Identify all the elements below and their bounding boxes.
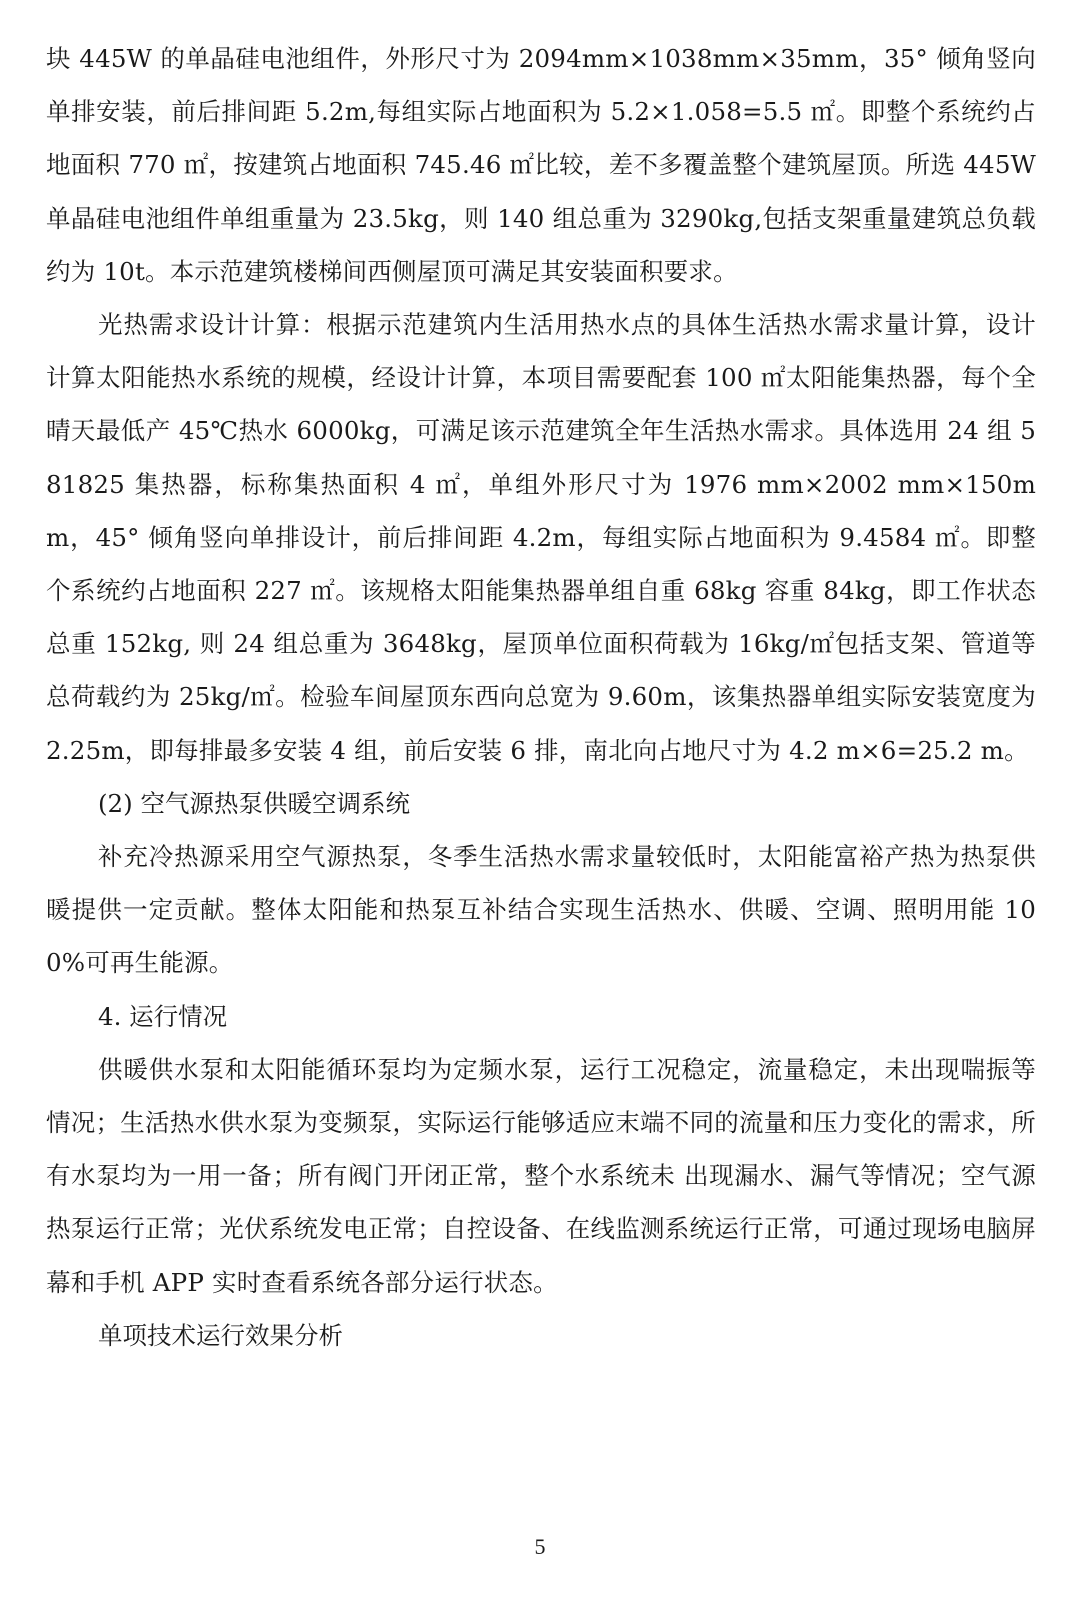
section-heading-air-source-heat-pump: (2) 空气源热泵供暖空调系统 — [98, 788, 410, 818]
paragraph-pv-installation: 块 445W 的单晶硅电池组件，外形尺寸为 2094mm×1038mm×35mm，35° 倾角竖向单排安装，前后排间距 5.2m,每组实际占地面积为 5.2×1.058=5.5 ㎡。即整个系统约占地面积 770 ㎡，按建筑占地面积 745.46 ㎡比较，差不多覆盖整个建筑屋顶。所选 445W 单晶硅电池组件单组重量为 23.5kg，则 140 组总重为 3290kg,包括支架重量建筑总负载约为 10t。本示范建筑楼梯间西侧屋顶可满足其安装面积要求。 — [46, 44, 1036, 286]
document-body — [46, 32, 1036, 1362]
paragraph-operation-status: 供暖供水泵和太阳能循环泵均为定频水泵，运行工况稳定，流量稳定，未出现喘振等情况；生活热水供水泵为变频泵，实际运行能够适应末端不同的流量和压力变化的需求，所有水泵均为一用一备；所有阀门开闭正常，整个水系统未 出现漏水、漏气等情况；空气源热泵运行正常；光伏系统发电正常；自控设备、在线监测系统运行正常，可通过现场电脑屏幕和手机 APP 实时查看系统各部分运行状态。 — [46, 1054, 1036, 1297]
paragraph-heat-pump-description: 补充冷热源采用空气源热泵，冬季生活热水需求量较低时，太阳能富裕产热为热泵供暖提供一定贡献。整体太阳能和热泵互补结合实现生活热水、供暖、空调、照明用能 100%可再生能源。 — [46, 842, 1036, 978]
section-heading-operation: 4. 运行情况 — [98, 1001, 228, 1031]
section-heading-effect-analysis: 单项技术运行效果分析 — [98, 1320, 343, 1350]
page-number: 5 — [534, 1534, 546, 1559]
paragraph-solar-thermal-calculation: 光热需求设计计算：根据示范建筑内生活用热水点的具体生活热水需求量计算，设计计算太阳能热水系统的规模，经设计计算，本项目需要配套 100 ㎡太阳能集热器，每个全晴天最低产 45℃热水 6000kg，可满足该示范建筑全年生活热水需求。具体选用 24 组 581825 集热器，标称集热面积 4 ㎡，单组外形尺寸为 1976 mm×2002 mm×150mm，45° 倾角竖向单排设计，前后排间距 4.2m，每组实际占地面积为 9.4584 ㎡。即整个系统约占地面积 227 ㎡。该规格太阳能集热器单组自重 68kg 容重 84kg，即工作状态总重 152kg, 则 24 组总重为 3648kg，屋顶单位面积荷载为 16kg/㎡包括支架、管道等总荷载约为 25kg/㎡。检验车间屋顶东西向总宽为 9.60m，该集热器单组实际安装宽度为 2.25m，即每排最多安装 4 组，前后安装 6 排，南北向占地尺寸为 4.2 m×6=25.2 m。 — [46, 310, 1036, 765]
